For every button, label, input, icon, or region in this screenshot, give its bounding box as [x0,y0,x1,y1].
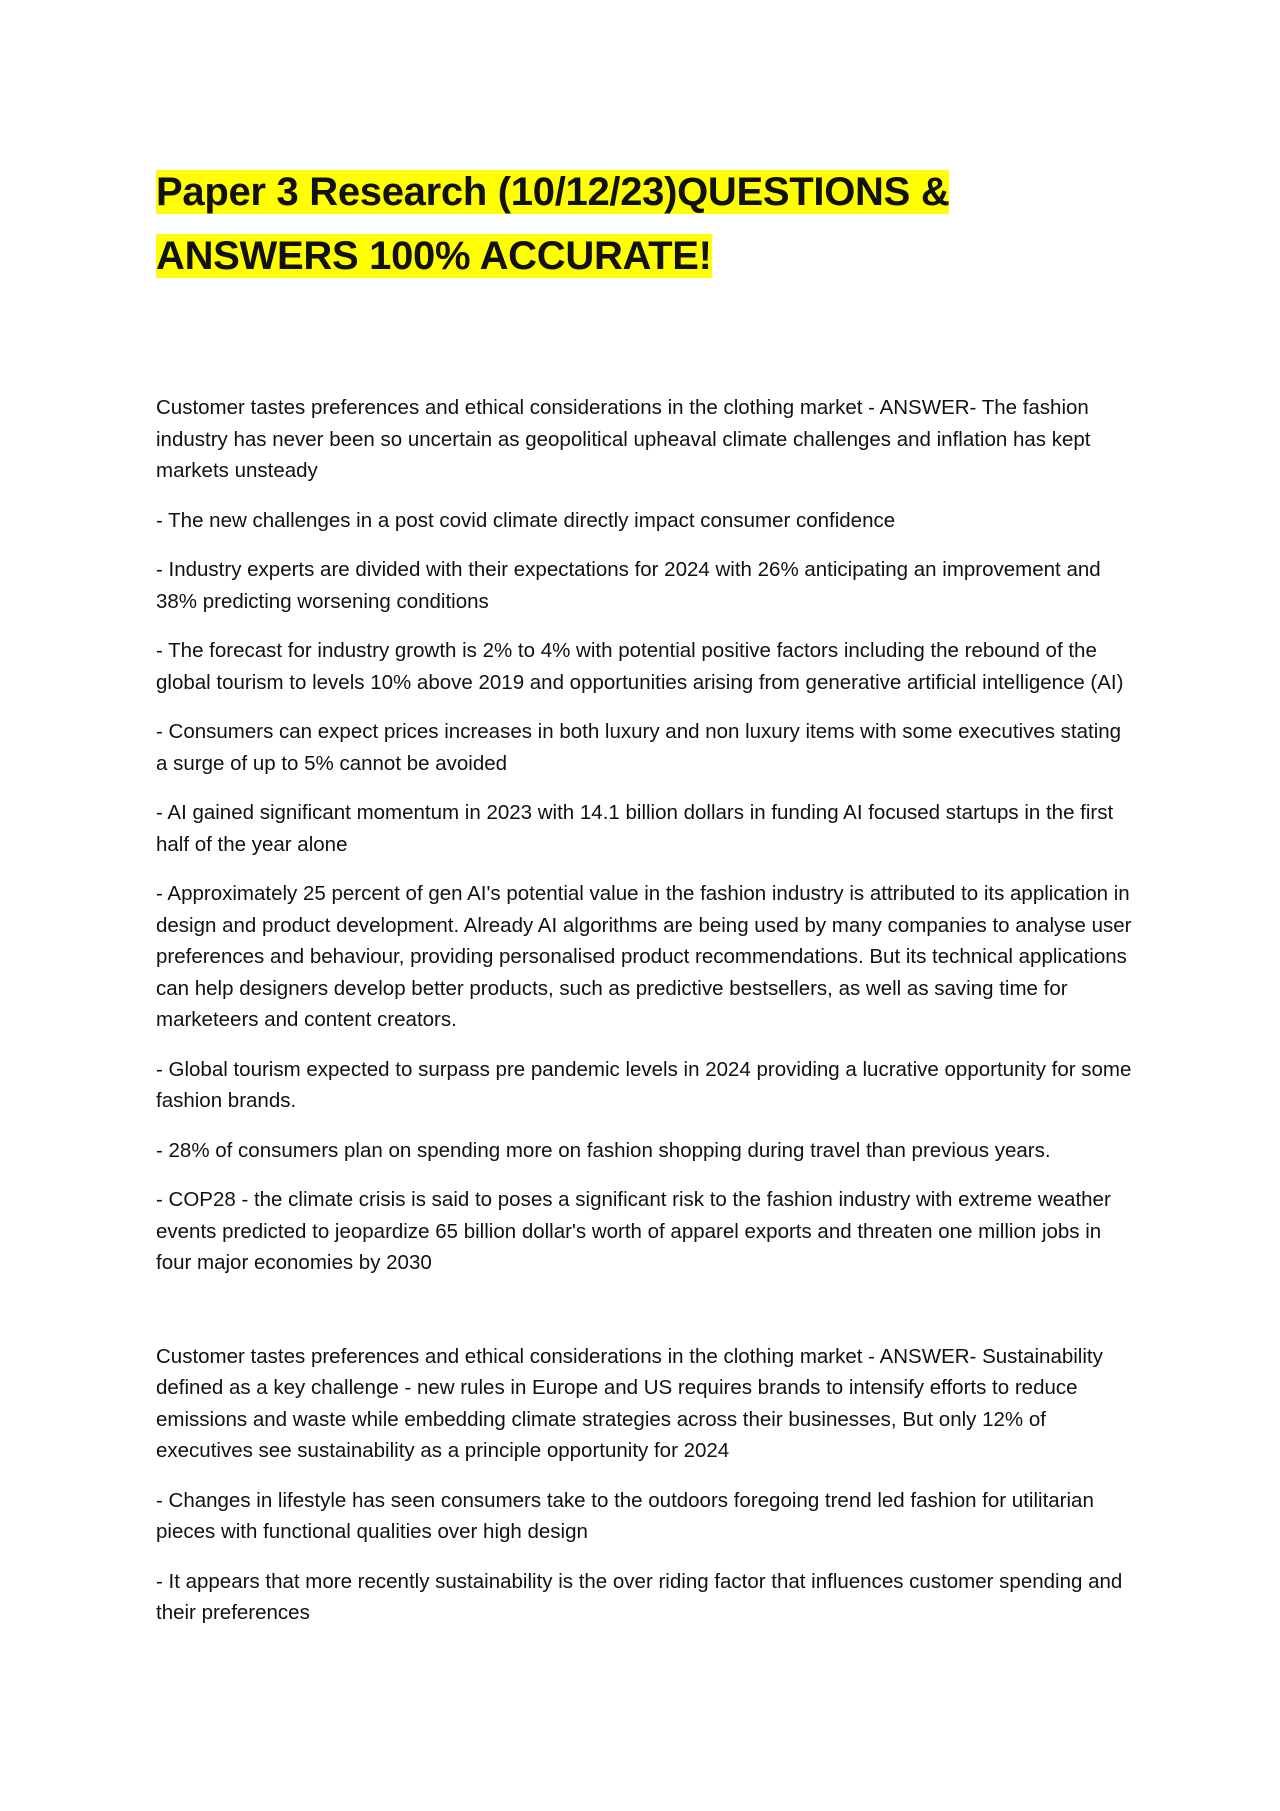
document-body [156,392,1136,1629]
paragraph: Customer tastes preferences and ethical considerations in the clothing market - ANSWER- Sustainability defined as a key challenge - new rules in Europe and US requires brands to intensify efforts to reduce emissions and waste while embedding climate strategies across their businesses, But only 12% of executives see sustainability as a principle opportunity for 2024 [156,1344,1103,1462]
paragraph: Customer tastes preferences and ethical considerations in the clothing market - ANSWER- The fashion industry has never been so uncertain as geopolitical upheaval climate challenges and inflation has kept markets unsteady [156,396,1091,482]
paragraph: - 28% of consumers plan on spending more on fashion shopping during travel than previous years. [156,1138,1051,1162]
title-line-1: Paper 3 Research (10/12/23)QUESTIONS & [156,170,950,214]
paragraph: - AI gained significant momentum in 2023 with 14.1 billion dollars in funding AI focused startups in the first half of the year alone [156,801,1114,856]
document-page [156,160,1136,1647]
title-line-2: ANSWERS 100% ACCURATE! [156,234,712,278]
paragraph: - Changes in lifestyle has seen consumers take to the outdoors foregoing trend led fashion for utilitarian pieces with functional qualities over high design [156,1488,1094,1543]
paragraph: - The forecast for industry growth is 2% to 4% with potential positive factors including the rebound of the global tourism to levels 10% above 2019 and opportunities arising from generative artificial intelligence (AI) [156,639,1124,694]
paragraph: - It appears that more recently sustainability is the over riding factor that influences customer spending and their preferences [156,1569,1123,1624]
paragraph: - Consumers can expect prices increases in both luxury and non luxury items with some executives stating a surge of up to 5% cannot be avoided [156,720,1122,775]
paragraph: - Approximately 25 percent of gen AI's potential value in the fashion industry is attributed to its application in design and product development. Already AI algorithms are being used by many companies to analyse user preferences and behaviour, providing personalised product recommendations. But its technical applications can help designers develop better products, such as predictive bestsellers, as well as saving time for marketeers and content creators. [156,882,1132,1031]
paragraph: - The new challenges in a post covid climate directly impact consumer confidence [156,508,896,532]
paragraph: - Global tourism expected to surpass pre pandemic levels in 2024 providing a lucrative opportunity for some fashion brands. [156,1057,1132,1112]
qa-block-2 [156,1341,1136,1629]
qa-block-1 [156,392,1136,1279]
paragraph: - COP28 - the climate crisis is said to poses a significant risk to the fashion industry with extreme weather events predicted to jeopardize 65 billion dollar's worth of apparel exports and threaten one million jobs in four major economies by 2030 [156,1188,1111,1274]
document-title [156,160,1136,288]
paragraph: - Industry experts are divided with their expectations for 2024 with 26% anticipating an improvement and 38% predicting worsening conditions [156,558,1101,613]
